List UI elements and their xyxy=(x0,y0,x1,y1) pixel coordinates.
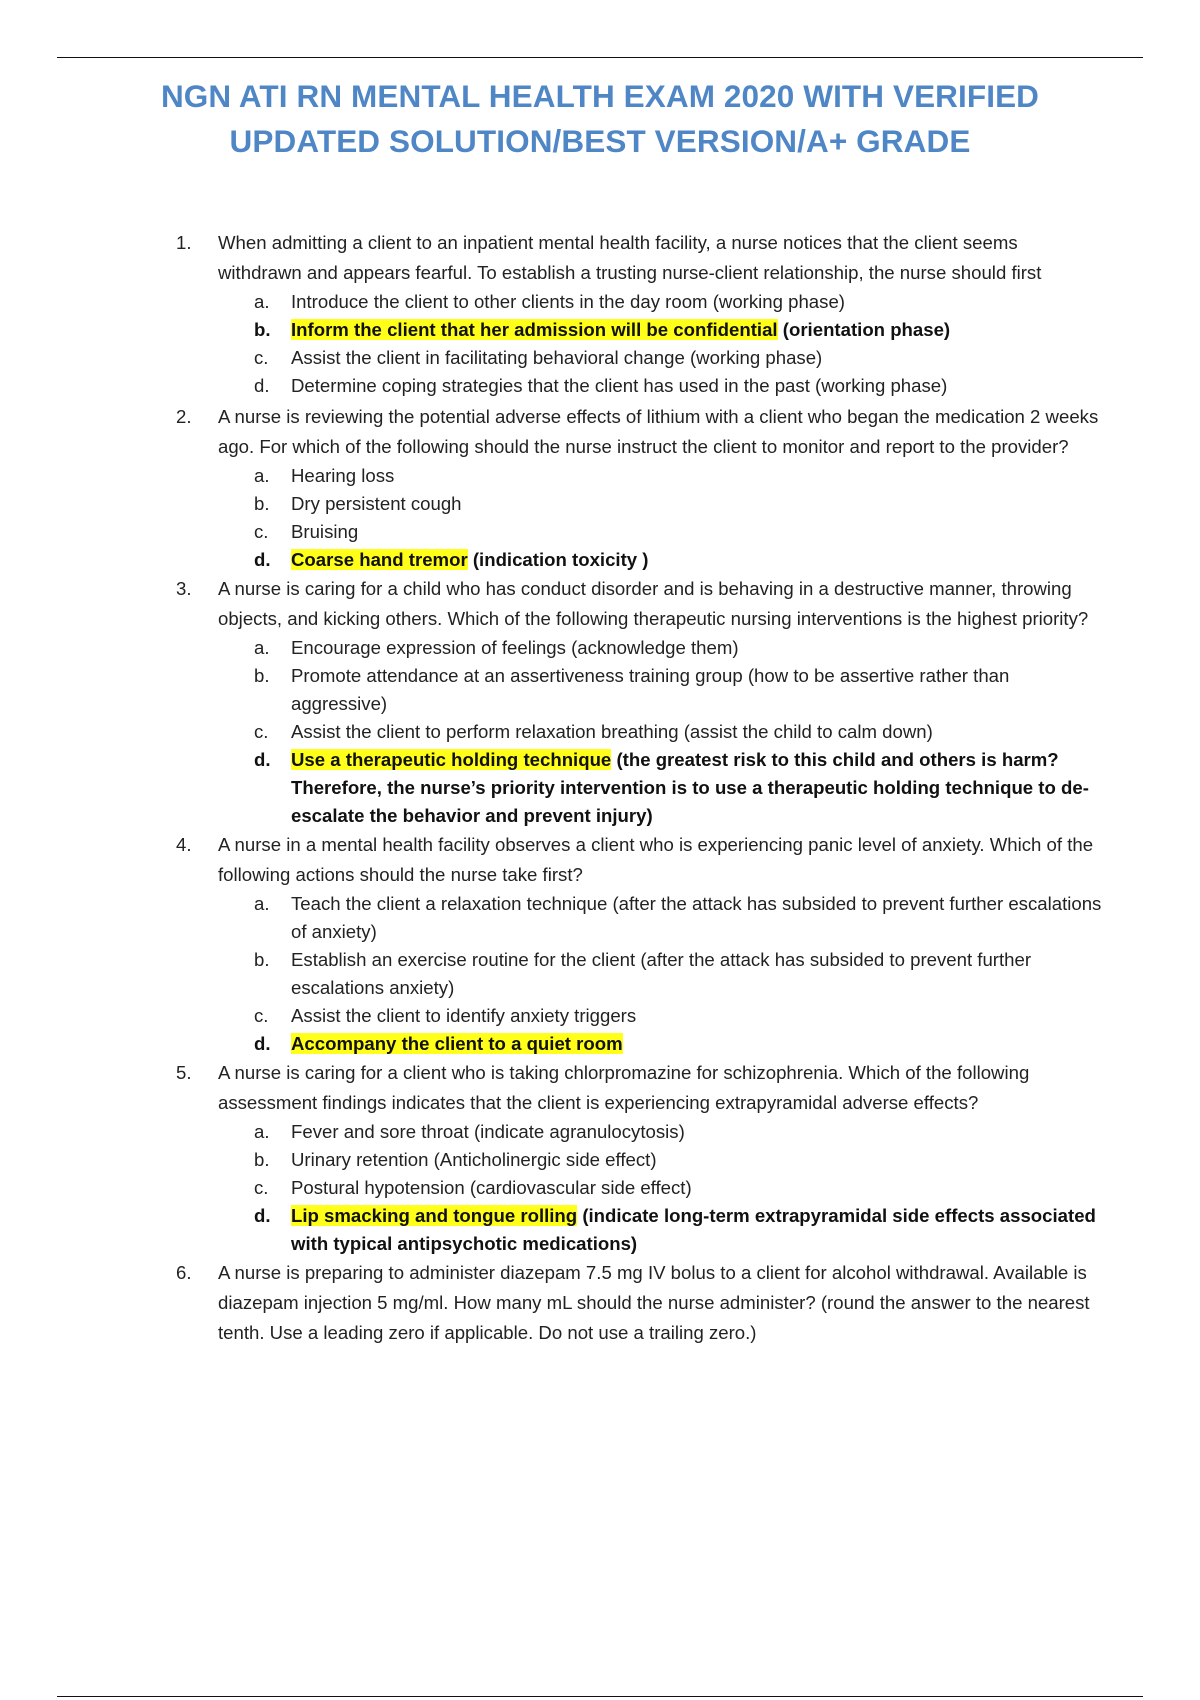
option-note: (indication toxicity ) xyxy=(467,549,649,570)
option-d-correct xyxy=(218,746,1106,830)
highlighted-answer: Inform the client that her admission will be confidential xyxy=(291,319,778,340)
question-6 xyxy=(176,1258,1106,1348)
highlighted-answer: Accompany the client to a quiet room xyxy=(291,1033,623,1054)
option-b xyxy=(218,490,1106,518)
option-note: (acknowledge them) xyxy=(565,637,739,658)
question-2 xyxy=(176,402,1106,574)
option-list xyxy=(218,462,1106,574)
option-text: Assist the client to identify anxiety triggers xyxy=(291,1005,637,1026)
option-text: Promote attendance at an assertiveness training group xyxy=(291,665,743,686)
question-1 xyxy=(176,228,1106,400)
option-note: (working phase) xyxy=(809,375,948,396)
option-list xyxy=(218,288,1106,400)
question-text: A nurse is caring for a child who has conduct disorder and is behaving in a destructive manner, throwing objects, and kicking others. Which of the following therapeutic nursing interventions is the highest priority? xyxy=(218,578,1089,629)
option-letter: a. xyxy=(254,1121,270,1142)
option-note: (Anticholinergic side effect) xyxy=(428,1149,657,1170)
option-letter: d. xyxy=(254,1033,271,1054)
title-line-2: UPDATED SOLUTION/BEST VERSION/A+ GRADE xyxy=(229,123,971,159)
option-letter: a. xyxy=(254,637,270,658)
option-letter: b. xyxy=(254,493,270,514)
question-number: 6. xyxy=(176,1262,192,1283)
option-a xyxy=(218,462,1106,490)
option-letter: b. xyxy=(254,319,271,340)
option-c xyxy=(218,344,1106,372)
question-number: 1. xyxy=(176,232,192,253)
option-text: Introduce the client to other clients in the day room xyxy=(291,291,708,312)
option-d xyxy=(218,372,1106,400)
option-text: Assist the client to perform relaxation breathing xyxy=(291,721,679,742)
option-text: Establish an exercise routine for the client xyxy=(291,949,636,970)
option-note: (working phase) xyxy=(684,347,823,368)
option-d-correct xyxy=(218,1202,1106,1258)
question-text: A nurse in a mental health facility observes a client who is experiencing panic level of anxiety. Which of the following actions should the nurse take first? xyxy=(218,834,1094,885)
option-a xyxy=(218,288,1106,316)
option-a xyxy=(218,634,1106,662)
option-b-correct xyxy=(218,316,1106,344)
option-list xyxy=(218,634,1106,830)
option-text: Determine coping strategies that the client has used in the past xyxy=(291,375,810,396)
option-letter: a. xyxy=(254,893,270,914)
option-letter: c. xyxy=(254,1005,269,1026)
option-c xyxy=(218,1002,1106,1030)
option-letter: c. xyxy=(254,721,269,742)
option-c xyxy=(218,518,1106,546)
document-title xyxy=(0,74,1200,164)
option-letter: d. xyxy=(254,549,271,570)
option-b xyxy=(218,1146,1106,1174)
option-letter: c. xyxy=(254,1177,269,1198)
option-b xyxy=(218,946,1106,1002)
option-text: Hearing loss xyxy=(291,465,395,486)
question-5 xyxy=(176,1058,1106,1258)
option-note: (after the attack has subsided to prevent further escalations of anxiety) xyxy=(291,893,1102,942)
question-number: 3. xyxy=(176,578,192,599)
bottom-rule xyxy=(57,1696,1143,1697)
option-list xyxy=(218,890,1106,1058)
option-note: (the greatest risk to this child and others is harm? Therefore, the nurse’s priority intervention is to use a therapeutic holding technique to de-escalate the behavior and prevent injury) xyxy=(291,749,1089,826)
option-note: (indicate long-term extrapyramidal side effects associated with typical antipsychotic medications) xyxy=(291,1205,1096,1254)
option-note: (how to be assertive rather than aggressive) xyxy=(291,665,1010,714)
question-text: A nurse is reviewing the potential adverse effects of lithium with a client who began the medication 2 weeks ago. For which of the following should the nurse instruct the client to monitor and report to the provider? xyxy=(218,406,1099,457)
option-letter: a. xyxy=(254,465,270,486)
option-letter: c. xyxy=(254,521,269,542)
highlighted-answer: Coarse hand tremor xyxy=(291,549,468,570)
option-text: Postural hypotension xyxy=(291,1177,465,1198)
option-letter: b. xyxy=(254,949,270,970)
option-letter: d. xyxy=(254,1205,271,1226)
option-text: Encourage expression of feelings xyxy=(291,637,566,658)
highlighted-answer: Use a therapeutic holding technique xyxy=(291,749,612,770)
question-number: 5. xyxy=(176,1062,192,1083)
option-d-correct xyxy=(218,1030,1106,1058)
option-b xyxy=(218,662,1106,718)
option-text: Bruising xyxy=(291,521,359,542)
question-text: A nurse is caring for a client who is taking chlorpromazine for schizophrenia. Which of the following assessment findings indicates that the client is experiencing extrapyramidal adverse effects? xyxy=(218,1062,1030,1113)
option-letter: d. xyxy=(254,375,270,396)
option-letter: c. xyxy=(254,347,269,368)
question-text: A nurse is preparing to administer diazepam 7.5 mg IV bolus to a client for alcohol withdrawal. Available is diazepam injection 5 mg/ml. How many mL should the nurse administer? (round the answer to the nearest tenth. Use a leading zero if applicable. Do not use a trailing zero.) xyxy=(218,1262,1090,1343)
option-note: (after the attack has subsided to prevent further escalations anxiety) xyxy=(291,949,1032,998)
option-text: Fever and sore throat xyxy=(291,1121,469,1142)
option-text: Urinary retention xyxy=(291,1149,429,1170)
option-a xyxy=(218,890,1106,946)
highlighted-answer: Lip smacking and tongue rolling xyxy=(291,1205,578,1226)
option-d-correct xyxy=(218,546,1106,574)
option-note: (assist the child to calm down) xyxy=(678,721,933,742)
question-list xyxy=(176,228,1106,1348)
option-c xyxy=(218,718,1106,746)
option-text: Dry persistent cough xyxy=(291,493,462,514)
option-letter: a. xyxy=(254,291,270,312)
option-note: (cardiovascular side effect) xyxy=(464,1177,692,1198)
question-3 xyxy=(176,574,1106,830)
question-4 xyxy=(176,830,1106,1058)
title-line-1: NGN ATI RN MENTAL HEALTH EXAM 2020 WITH VERIFIED xyxy=(160,78,1040,114)
option-note: (working phase) xyxy=(707,291,845,312)
question-number: 2. xyxy=(176,406,192,427)
option-c xyxy=(218,1174,1106,1202)
question-number: 4. xyxy=(176,834,192,855)
option-letter: d. xyxy=(254,749,271,770)
top-rule xyxy=(57,57,1143,58)
question-text: When admitting a client to an inpatient mental health facility, a nurse notices that the client seems withdrawn and appears fearful. To establish a trusting nurse-client relationship, the nurse should first xyxy=(218,232,1042,283)
option-letter: b. xyxy=(254,665,270,686)
option-list xyxy=(218,1118,1106,1258)
option-text: Teach the client a relaxation technique xyxy=(291,893,608,914)
option-a xyxy=(218,1118,1106,1146)
option-letter: b. xyxy=(254,1149,270,1170)
option-text: Assist the client in facilitating behavioral change xyxy=(291,347,685,368)
option-note: (indicate agranulocytosis) xyxy=(468,1121,685,1142)
option-note: (orientation phase) xyxy=(777,319,951,340)
